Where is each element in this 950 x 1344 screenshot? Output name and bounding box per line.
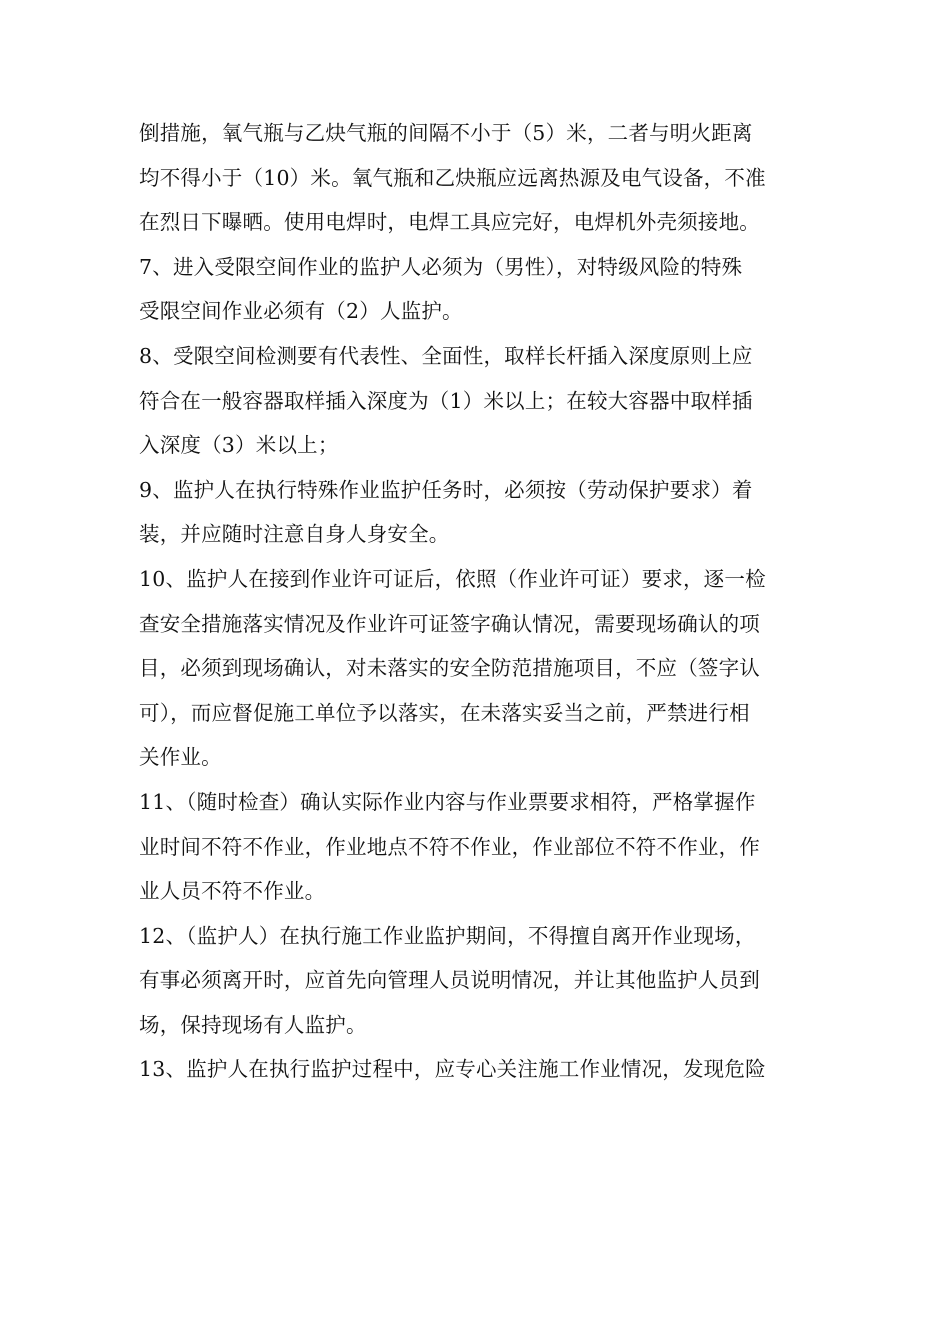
text-line: 符合在一般容器取样插入深度为（1）米以上；在较大容器中取样插: [139, 388, 753, 413]
paragraph-item-11: [139, 780, 829, 914]
document-body: [139, 111, 829, 1092]
text-line: 入深度（3）米以上；: [139, 433, 339, 458]
text-line: 业人员不符不作业。: [139, 879, 326, 904]
text-line: 倒措施，氧气瓶与乙炔气瓶的间隔不小于（5）米，二者与明火距离: [139, 121, 753, 145]
paragraph-item-8: [139, 334, 829, 468]
text-line: 场，保持现场有人监护。: [139, 1012, 367, 1037]
text-line: 目，必须到现场确认，对未落实的安全防范措施项目，不应（签字认: [139, 656, 760, 681]
paragraph-item-7: [139, 245, 829, 334]
text-line: 9、监护人在执行特殊作业监护任务时，必须按（劳动保护要求）着: [139, 477, 753, 502]
text-line: 12、（监护人）在执行施工作业监护期间，不得擅自离开作业现场，: [139, 923, 756, 948]
paragraph-gas-cylinder-safety: [139, 111, 829, 245]
text-line: 在烈日下曝晒。使用电焊时，电焊工具应完好，电焊机外壳须接地。: [139, 210, 760, 235]
text-line: 11、（随时检查）确认实际作业内容与作业票要求相符，严格掌握作: [139, 789, 756, 814]
text-line: 业时间不符不作业，作业地点不符不作业，作业部位不符不作业，作: [139, 834, 760, 859]
text-line: 13、监护人在执行监护过程中，应专心关注施工作业情况，发现危险: [139, 1057, 766, 1082]
text-line: 受限空间作业必须有（2）人监护。: [139, 299, 463, 324]
text-line: 有事必须离开时，应首先向管理人员说明情况，并让其他监护人员到: [139, 968, 760, 993]
paragraph-item-9: [139, 468, 829, 557]
text-line: 可），而应督促施工单位予以落实，在未落实妥当之前，严禁进行相: [139, 700, 750, 725]
text-line: 关作业。: [139, 745, 222, 770]
text-line: 均不得小于（10）米。氧气瓶和乙炔瓶应远离热源及电气设备，不准: [139, 165, 766, 190]
paragraph-item-13: [139, 1047, 829, 1092]
paragraph-item-12: [139, 914, 829, 1048]
text-line: 装，并应随时注意自身人身安全。: [139, 522, 450, 547]
text-line: 查安全措施落实情况及作业许可证签字确认情况，需要现场确认的项: [139, 611, 760, 636]
text-line: 10、监护人在接到作业许可证后，依照（作业许可证）要求，逐一检: [139, 566, 766, 591]
paragraph-item-10: [139, 557, 829, 780]
text-line: 8、受限空间检测要有代表性、全面性，取样长杆插入深度原则上应: [139, 343, 753, 368]
text-line: 7、进入受限空间作业的监护人必须为（男性），对特级风险的特殊: [139, 254, 743, 279]
